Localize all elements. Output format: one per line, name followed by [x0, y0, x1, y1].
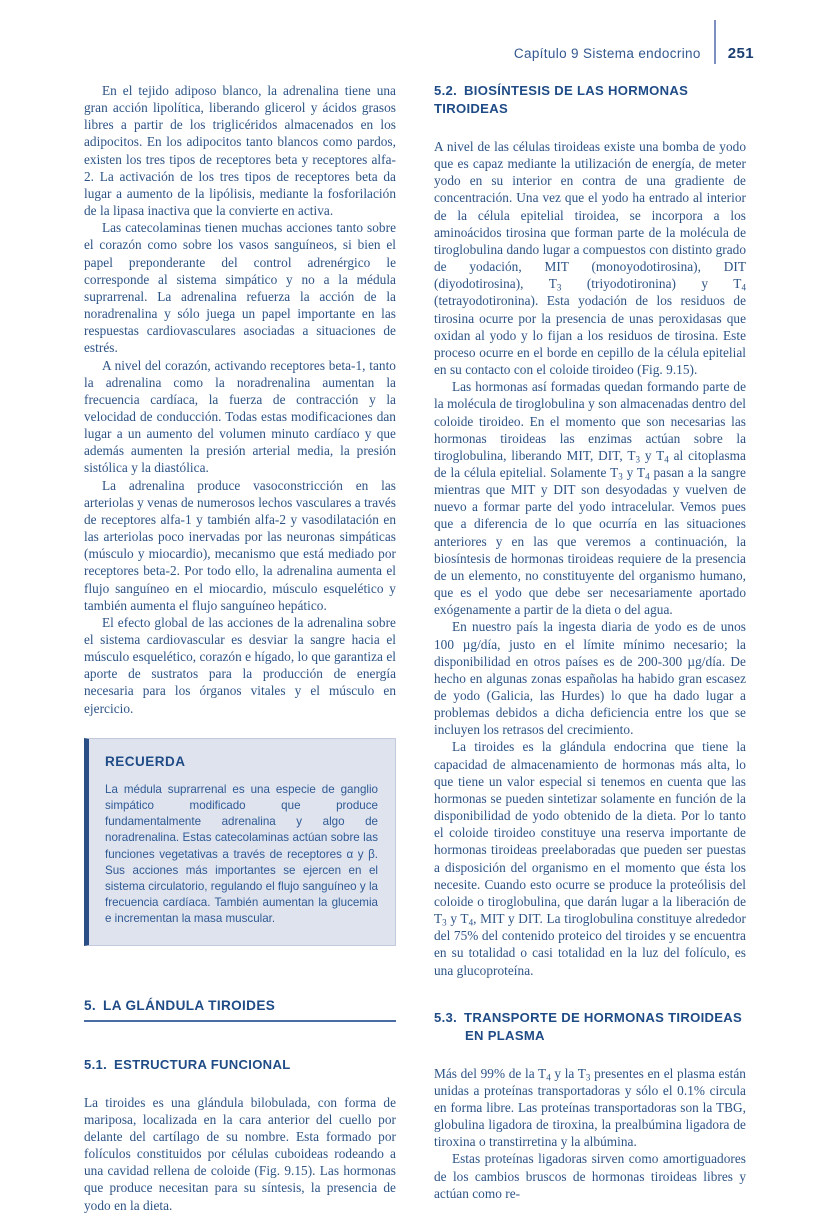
recuerda-text: La médula suprarrenal es una especie de ganglio simpático modificado que produce fundamentalmente adrenalina y algo de noradrenalina. Estas catecolaminas actúan sobre las funciones vegetativas a través de receptores α y β. Sus acciones más importantes se ejercen en el sistema circulatorio, regulando el flujo sanguíneo y la frecuencia cardíaca. También aumentan la glucemia e incrementan la masa muscular. — [105, 782, 378, 926]
paragraph: Más del 99% de la $T_4$ y la $T_3$ presentes en el plasma están unidas a proteínas transportadoras y sólo el 0.1% circula en forma libre. Las proteínas transportadoras son la TBG, globulina ligadora de tiroxina, la prealbúmina ligadora de tiroxina o transtirretina y la albúmina. — [434, 1065, 746, 1150]
subsection-heading-title: BIOSÍNTESIS DE LAS HORMONAS TIROIDEAS — [434, 83, 689, 116]
subsection-heading-number: 5.3. — [434, 1009, 458, 1025]
subsection-heading — [434, 82, 746, 118]
paragraph: La tiroides es una glándula bilobulada, con forma de mariposa, localizada en la cara anterior del cuello por delante del cartílago de su nombre. Esta formado por folículos constituidos por células cuboideas rodeando a una cavidad rellena de coloide (Fig. 9.15). Las hormonas que produce necesitan para su síntesis, la presencia de yodo en la dieta. — [84, 1094, 396, 1213]
paragraph: La tiroides es la glándula endocrina que tiene la capacidad de almacenamiento de hormonas más alta, lo que tiene un valor especial si tenemos en cuenta que las hormonas se pueden sintetizar solamente en función de la disponibilidad de yodo obtenido de la dieta. Por lo tanto el coloide tiroideo constituye una reserva importante de hormonas tiroideas preelaboradas que pueden ser puestas a disposición del organismo en el momento que ésta los necesite. Cuando esto ocurre se produce la proteólisis del coloide o tiroglobulina, que darán lugar a la liberación de $T_3$ y $T_4$, MIT y DIT. La tiroglobulina constituye alrededor del 75% del contenido proteico del tiroides y se encuentra en su totalidad o casi totalidad en la luz del folículo, es una glucoproteína. — [434, 739, 746, 978]
paragraph: La adrenalina produce vasoconstricción en las arteriolas y venas de numerosos lechos vasculares a través de receptores alfa-1 y también alfa-2 y vasodilatación en las arteriolas poco inervadas por las neuronas simpáticas (músculo y miocardio), mecanismo que está mediado por receptores beta-2. Por todo ello, la adrenalina aumenta el flujo sanguíneo en el miocardio, músculo esquelético y también aumenta el flujo sanguíneo hepático. — [84, 477, 396, 613]
running-head — [514, 42, 754, 64]
section-heading-title: LA GLÁNDULA TIROIDES — [103, 997, 276, 1013]
paragraph: Estas proteínas ligadoras sirven como amortiguadores de los cambios bruscos de hormonas tiroideas libres y actúan como re- — [434, 1151, 746, 1201]
paragraph: A nivel del corazón, activando receptores beta-1, tanto la adrenalina como la noradrenalina aumentan la frecuencia cardíaca, la fuerza de contracción y la velocidad de conducción. Todas estas modificaciones dan lugar a un aumento del volumen minuto cardíaco y que además aumenten la presión arterial media, la presión sistólica y la diastólica. — [84, 357, 396, 476]
section-heading — [84, 998, 396, 1022]
recuerda-title: RECUERDA — [105, 753, 186, 769]
paragraph: A nivel de las células tiroideas existe una bomba de yodo que es capaz mediante la utilización de energía, de meter yodo en su interior en contra de una gradiente de concentración. Una vez que el yodo ha entrado al interior de la célula epitelial tiroidea, se incorpora a los aminoácidos tirosina que forman parte de la molécula de tiroglobulina dando lugar a compuestos con distinto grado de yodación, MIT (monoyodotirosina), DIT (diyodotirosina), $T_3$ (triyodotironina) y $T_4$ (tetrayodotironina). Esta yodación de los residuos de tirosina ocurre por la presencia de unas peroxidasas que oxidan al yodo y lo fijan a los residuos de tirosina. Este proceso ocurre en el borde en cepillo de la célula epitelial en su contacto con el coloide tiroideo (Fig. 9.15). — [434, 139, 746, 378]
right-column — [434, 82, 746, 1201]
running-head-chapter: Capítulo 9 Sistema endocrino — [513, 45, 701, 61]
two-column-layout — [84, 82, 746, 1213]
subsection-heading-title-line2: EN PLASMA — [465, 1027, 545, 1043]
paragraph: En nuestro país la ingesta diaria de yodo es de unos 100 µg/día, justo en el límite mínimo necesario; la disponibilidad en otros países es de 200-300 µg/día. De hecho en algunas zonas españolas ha habido gran escasez de yodo (Galicia, las Hurdes) lo que ha dado lugar a problemas debidos a dicha deficiencia entre los que se incluyen los retrasos del crecimiento. — [434, 619, 746, 738]
subsection-heading — [84, 1056, 396, 1074]
page-number: 251 — [727, 44, 754, 62]
subsection-heading-title: ESTRUCTURA FUNCIONAL — [114, 1056, 291, 1072]
subsection-heading — [434, 1009, 746, 1045]
paragraph: El efecto global de las acciones de la adrenalina sobre el sistema cardiovascular es desviar la sangre hacia el músculo esquelético, corazón e hígado, lo que garantiza el aporte de sustratos para la producción de energía necesaria para los órganos vitales y el músculo en ejercicio. — [84, 614, 396, 716]
left-column — [84, 82, 396, 1213]
paragraph: Las hormonas así formadas quedan formando parte de la molécula de tiroglobulina y son almacenadas dentro del coloide tiroideo. En el momento que son necesarias las hormonas tiroideas las enzimas actúan sobre la tiroglobulina, liberando MIT, DIT, $T_3$ y $T_4$ al citoplasma de la célula epitelial. Solamente $T_3$ y $T_4$ pasan a la sangre mientras que MIT y DIT son desyodadas y vuelven de nuevo a formar parte del yodo intracelular. Vemos pues que a diferencia de lo que ocurría en las situaciones anteriores y en las que veremos a continuación, la biosíntesis de hormonas tiroideas requiere de la presencia de un elemento, no constituyente del organismo humano, que es el yodo que debe ser necesariamente aportado exógenamente a partir de la dieta o del agua. — [434, 379, 746, 618]
paragraph: Las catecolaminas tienen muchas acciones tanto sobre el corazón como sobre los vasos sanguíneos, si bien el papel preponderante del control adrenérgico le corresponde al sistema simpático y no a la médula suprarrenal. La adrenalina refuerza la acción de la noradrenalina y sólo juega un papel importante en las respuestas cardiovasculares asociadas a situaciones de estrés. — [84, 220, 396, 356]
subsection-heading-title-line1: TRANSPORTE DE HORMONAS TIROIDEAS — [464, 1009, 743, 1025]
subsection-heading-number: 5.2. — [434, 83, 458, 98]
recuerda-callout — [84, 738, 396, 946]
subsection-heading-number: 5.1. — [84, 1056, 108, 1072]
paragraph: En el tejido adiposo blanco, la adrenalina tiene una gran acción lipolítica, liberando glicerol y ácidos grasos libres a partir de los triglicéridos almacenados en los adipocitos. En los adipocitos tanto blancos como pardos, existen los tres tipos de receptores beta y receptores alfa-2. La activación de los tres tipos de receptores beta da lugar a aumento de la lipólisis, mediante la fosforilación de la lipasa inactiva que la convierte en activa. — [84, 83, 396, 219]
section-heading-number: 5. — [84, 997, 97, 1013]
